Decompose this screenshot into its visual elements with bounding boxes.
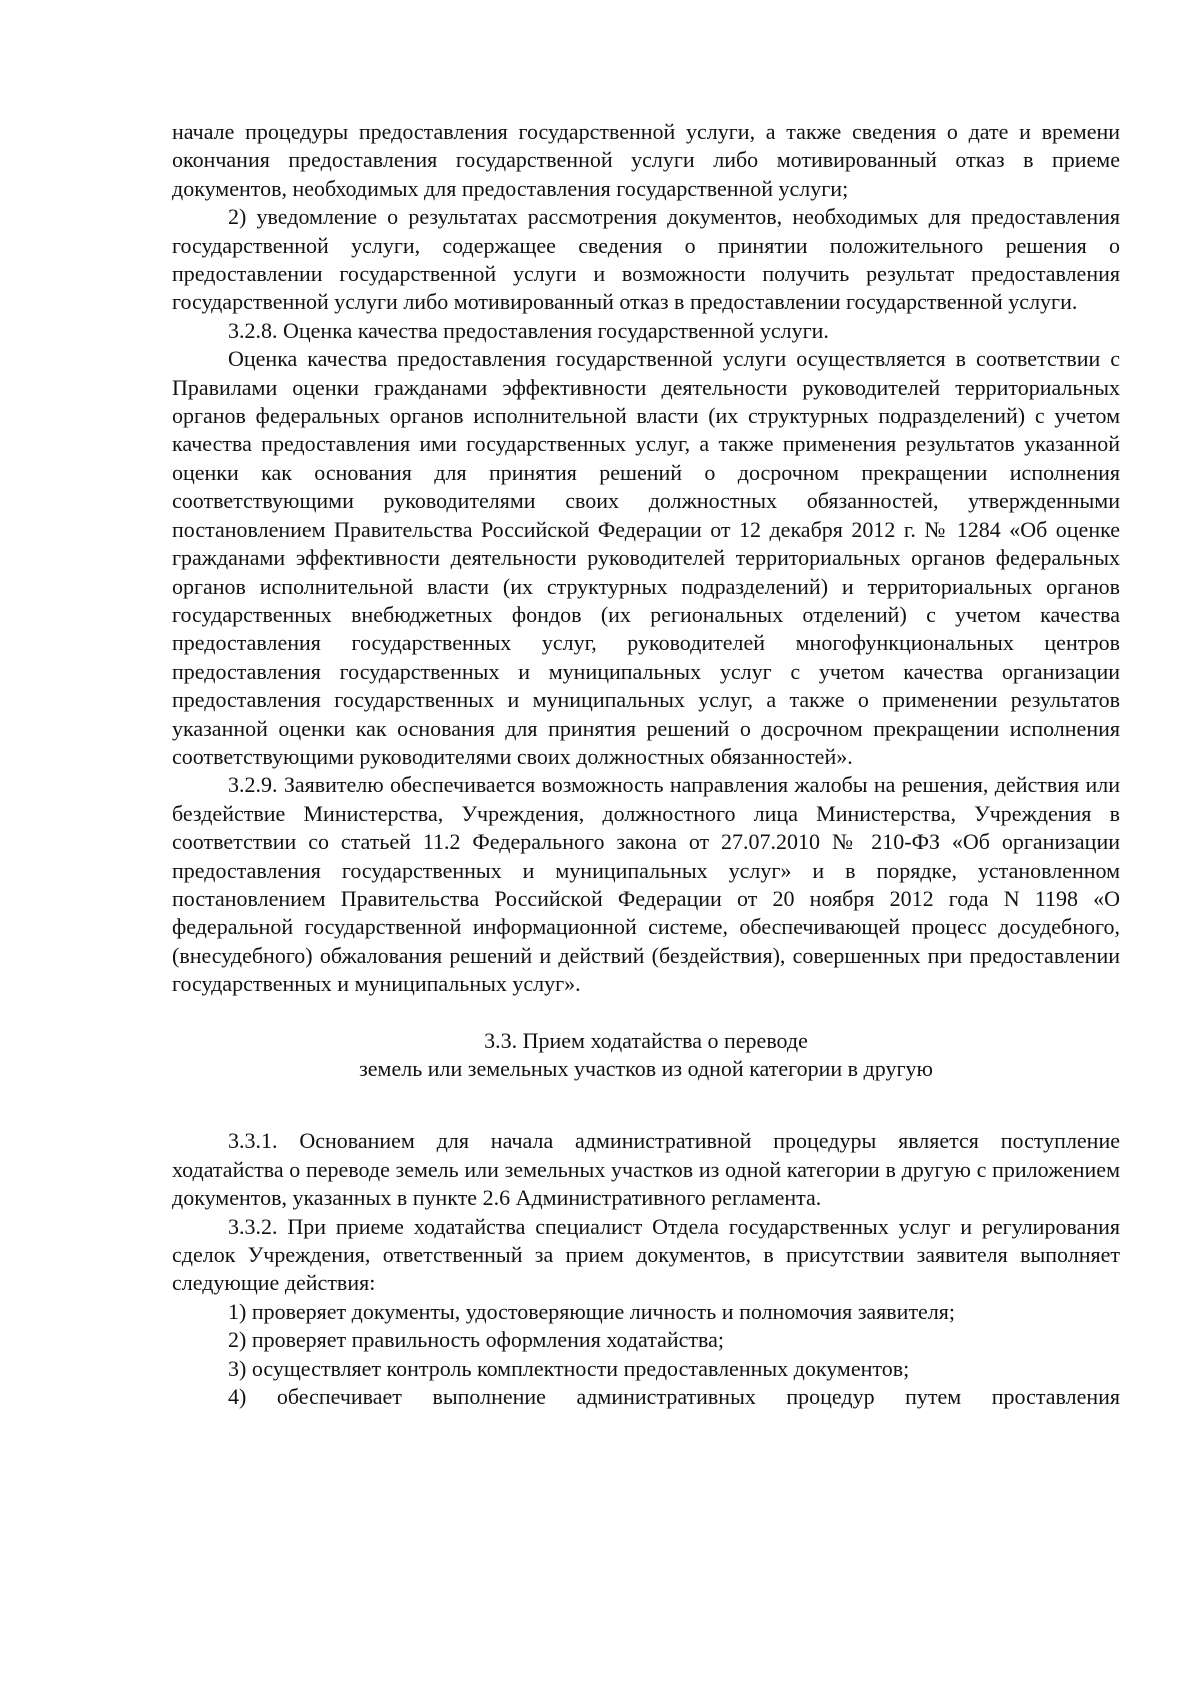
paragraph: Оценка качества предоставления государственной услуги осуществляется в соответствии с Правилами оценки гражданами эффективности деятельности руководителей территориальных органов федеральных органов исполнительной власти (их структурных подразделений) с учетом качества предоставления ими государственных услуг, а также применения результатов указанной оценки как основания для принятия решений о досрочном прекращении исполнения соответствующими руководителями своих должностных обязанностей, утвержденными постановлением Правительства Российской Федерации от 12 декабря 2012 г. № 1284 «Об оценке гражданами эффективности деятельности руководителей территориальных органов федеральных органов исполнительной власти (их структурных подразделений) и территориальных органов государственных внебюджетных фондов (их региональных отделений) с учетом качества предоставления государственных услуг, руководителей многофункциональных центров предоставления государственных и муниципальных услуг с учетом качества организации предоставления государственных и муниципальных услуг, а также о применении результатов указанной оценки как основания для принятия решений о досрочном прекращении исполнения соответствующими руководителями своих должностных обязанностей». xyxy=(172,346,1120,769)
paragraph: 3.2.9. Заявителю обеспечивается возможность направления жалобы на решения, действия или бездействие Министерства, Учреждения, должностного лица Министерства, Учреждения в соответствии со статьей 11.2 Федерального закона от 27.07.2010 № 210-ФЗ «Об организации предоставления государственных и муниципальных услуг» и в порядке, установленном постановлением Правительства Российской Федерации от 20 ноября 2012 года N 1198 «О федеральной государственной информационной системе, обеспечивающей процесс досудебного, (внесудебного) обжалования решений и действий (бездействия), совершенных при предоставлении государственных и муниципальных услуг». xyxy=(172,772,1120,997)
paragraph: 3.3.2. При приеме ходатайства специалист Отдела государственных услуг и регулирования сделок Учреждения, ответственный за прием документов, в присутствии заявителя выполняет следующие действия: xyxy=(172,1213,1120,1296)
paragraph: 1) проверяет документы, удостоверяющие личность и полномочия заявителя; xyxy=(228,1298,956,1324)
section-heading-line-1: 3.3. Прием ходатайства о переводе xyxy=(484,1027,808,1053)
section-heading xyxy=(172,1027,1120,1084)
paragraph: 3.3.1. Основанием для начала административной процедуры является поступление ходатайства о переводе земель или земельных участков из одной категории в другую с приложением документов, указанных в пункте 2.6 Административного регламента. xyxy=(172,1128,1120,1211)
paragraph: 3.2.8. Оценка качества предоставления государственной услуги. xyxy=(228,317,829,343)
paragraph: начале процедуры предоставления государственной услуги, а также сведения о дате и времени окончания предоставления государственной услуги либо мотивированный отказ в приеме документов, необходимых для предоставления государственной услуги; xyxy=(172,119,1120,201)
paragraph: 2) проверяет правильность оформления ходатайства; xyxy=(228,1327,725,1353)
paragraph: 3) осуществляет контроль комплектности предоставленных документов; xyxy=(228,1355,910,1381)
section-heading-line-2: земель или земельных участков из одной категории в другую xyxy=(359,1056,933,1081)
document-body-bottom xyxy=(172,1127,1120,1411)
paragraph: 4) обеспечивает выполнение административных процедур путем проставления xyxy=(228,1384,1120,1410)
document-body-top xyxy=(172,118,1120,999)
document-page xyxy=(172,118,1120,1411)
paragraph: 2) уведомление о результатах рассмотрения документов, необходимых для предоставления государственной услуги, содержащее сведения о принятии положительного решения о предоставлении государственной услуги и возможности получить результат предоставления государственной услуги либо мотивированный отказ в предоставлении государственной услуги. xyxy=(172,204,1120,315)
